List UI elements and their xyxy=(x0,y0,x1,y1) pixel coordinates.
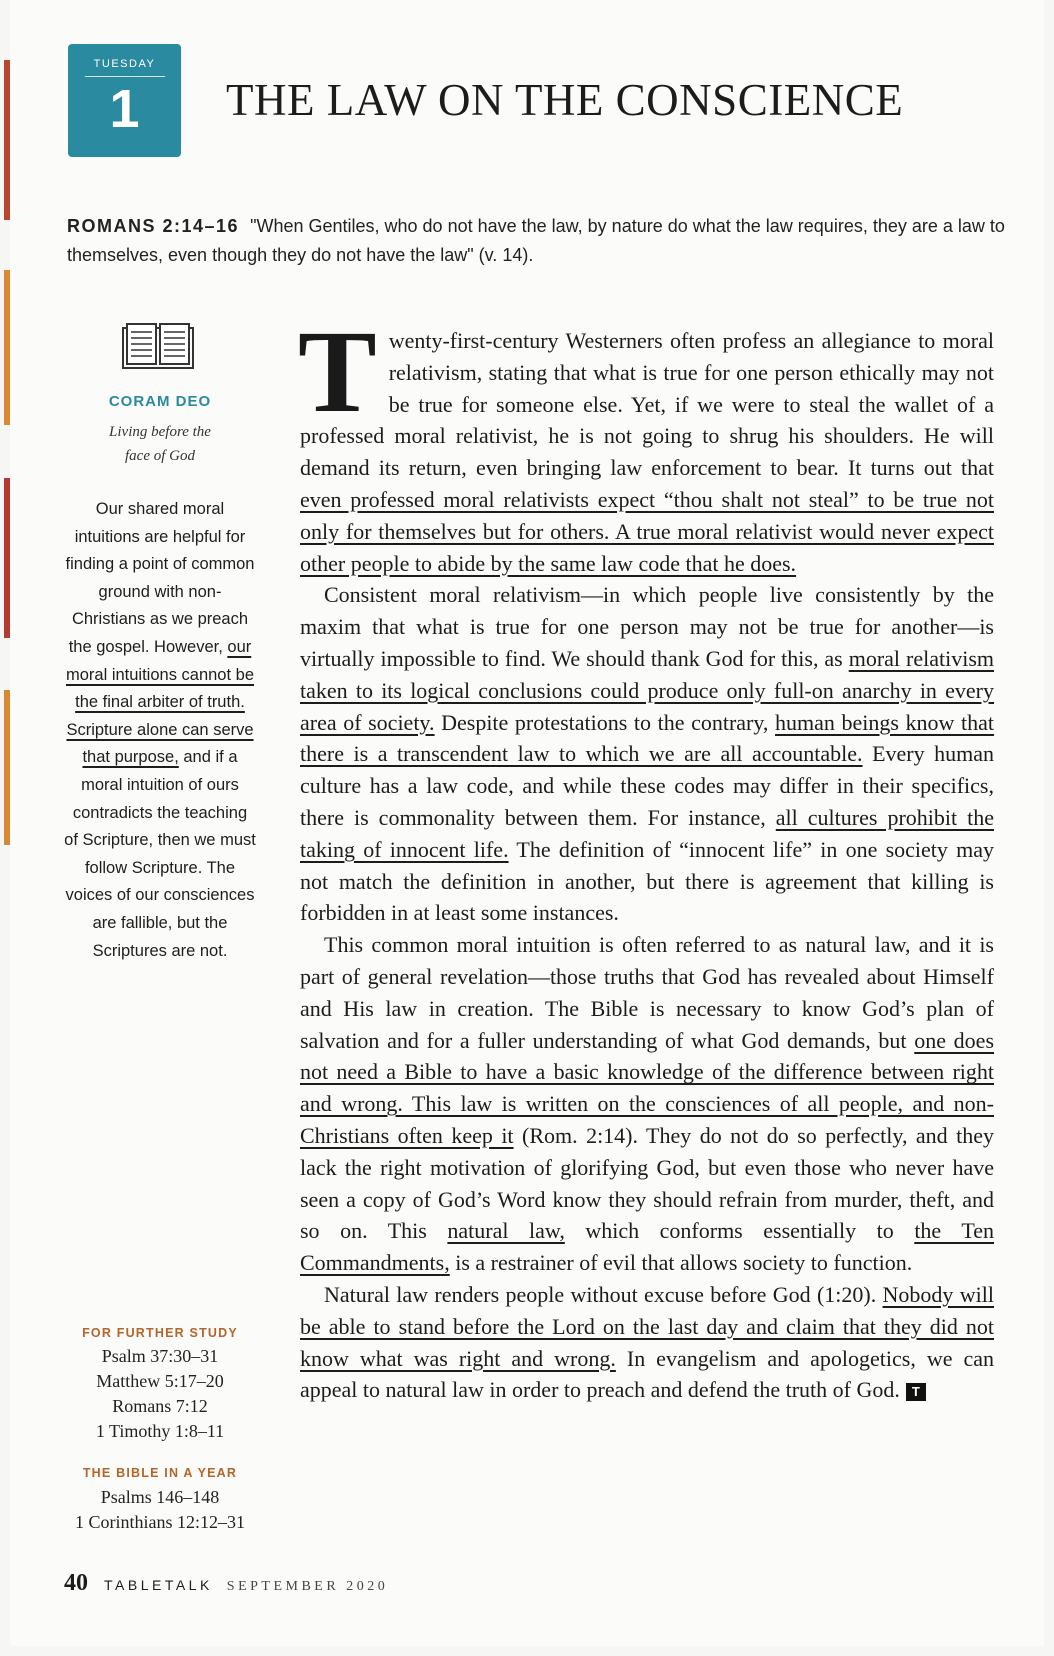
paragraph xyxy=(300,579,994,929)
coram-deo-subtitle xyxy=(75,420,245,468)
text-segment: The definition of “innocent life” in one society may not match the definition in another, but there is agreement that killing is forbidden in at least some instances. xyxy=(300,836,994,926)
underlined-segment: even professed moral relativists expect “thou shalt not steal” to be true not only for themselves but for others. A true moral relativist would never expect other people to abide by the same law code that he does. xyxy=(300,486,994,576)
day-badge xyxy=(68,44,181,157)
paragraph xyxy=(300,1279,994,1406)
page-title: THE LAW ON THE CONSCIENCE xyxy=(226,75,904,125)
issue-date: SEPTEMBER 2020 xyxy=(226,1579,389,1594)
underlined-segment: the Ten Commandments, xyxy=(300,1218,994,1276)
scripture-passage xyxy=(67,212,1007,270)
tabletalk-end-mark-icon: T xyxy=(906,1383,926,1401)
text-segment: wenty-first-century Westerners often profess an allegiance to moral relativism, stating that what is true for one person ethically may not be true for someone else. Yet, if we were to steal the wallet of a professed moral relativist, he is not going to shrug his shoulders. He will demand its return, even bringing law enforcement to bear. It turns out that xyxy=(300,328,994,481)
sidebar-text-segment: Our shared moral intuitions are helpful for finding a point of common ground with non-Christians as we preach the gospel. However, xyxy=(65,500,255,656)
reading-reference: Psalms 146–148 xyxy=(100,1487,220,1507)
paragraph xyxy=(298,306,994,579)
coram-sub-line: face of God xyxy=(125,448,195,464)
magazine-name: TABLETALK xyxy=(104,1577,213,1593)
text-segment: Despite protestations to the contrary, xyxy=(434,709,776,735)
underlined-segment: human beings know that there is a transcendent law to which we are all accountable. xyxy=(300,709,994,767)
further-study-list xyxy=(60,1344,260,1444)
text-segment: Every human culture has a law code, and while these codes may differ in their specifics, there is commonality between them. For instance, xyxy=(300,741,995,830)
further-study-heading: FOR FURTHER STUDY xyxy=(82,1326,238,1340)
text-segment: (Rom. 2:14). They do not do so perfectly, and they lack the right motivation of glorifying God, but even those who never have seen a copy of God’s Word know they should refrain from murder, theft, and so on. This xyxy=(300,1122,994,1244)
study-reference: 1 Timothy 1:8–11 xyxy=(95,1421,225,1441)
article-body xyxy=(298,306,995,1406)
page-footer xyxy=(64,1570,388,1597)
scripture-reference: ROMANS 2:14–16 xyxy=(67,216,240,236)
page-number: 40 xyxy=(64,1570,88,1596)
underlined-segment: one does not need a Bible to have a basic knowledge of the difference between right and wrong. This law is written on the consciences of all people, and non-Christians often keep it xyxy=(300,1027,995,1148)
bible-in-a-year-list xyxy=(60,1485,260,1535)
text-segment: which conforms essentially to xyxy=(564,1218,915,1244)
scripture-text: "When Gentiles, who do not have the law, by nature do what the law requires, they are a law to themselves, even though they do not have the law" (v. 14). xyxy=(67,216,1005,265)
underlined-segment: moral relativism taken to its logical conclusions could produce only full-on anarchy in every area of society. xyxy=(300,645,994,735)
sidebar-application-text xyxy=(64,496,256,965)
underlined-segment: Nobody will be able to stand before the Lord on the last day and claim that they did not know what was right and wrong. xyxy=(300,1281,994,1371)
text-segment: Consistent moral relativism—in which people live consistently by the maxim that what is true for one person may not be true for another—is virtually impossible to find. We should thank God for this, as xyxy=(300,582,994,671)
open-book-icon xyxy=(121,322,195,372)
paragraph xyxy=(300,929,994,1279)
text-segment: Natural law renders people without excuse before God (1:20). xyxy=(324,1281,883,1307)
underlined-segment: all cultures prohibit the taking of innocent life. xyxy=(300,804,994,862)
coram-sub-line: Living before the xyxy=(109,424,211,440)
badge-divider xyxy=(85,76,165,77)
study-reference: Psalm 37:30–31 xyxy=(101,1346,219,1366)
study-reference: Romans 7:12 xyxy=(112,1396,208,1416)
study-reference: Matthew 5:17–20 xyxy=(96,1371,224,1391)
underlined-segment: natural law, xyxy=(447,1218,565,1244)
text-segment: In evangelism and apologetics, we can appeal to natural law in order to preach and defend the truth of God. xyxy=(300,1345,994,1403)
coram-deo-heading: CORAM DEO xyxy=(108,393,212,410)
day-number: 1 xyxy=(109,79,140,139)
drop-cap: T xyxy=(298,306,377,437)
sidebar-text-segment: and if a moral intuition of ours contradicts the teaching of Scripture, then we must follow Scripture. The voices of our consciences are fallible, but the Scriptures are not. xyxy=(64,748,256,960)
reading-reference: 1 Corinthians 12:12–31 xyxy=(75,1512,245,1532)
sidebar-underlined-segment: our moral intuitions cannot be the final arbiter of truth. Scripture alone can serve that purpose, xyxy=(65,637,255,767)
bible-in-a-year-heading: THE BIBLE IN A YEAR xyxy=(82,1466,238,1480)
text-segment: This common moral intuition is often referred to as natural law, and it is part of general revelation—those truths that God has revealed about Himself and His law in creation. The Bible is necessary to know God’s plan of salvation and for a fuller understanding of what God demands, but xyxy=(300,932,994,1053)
text-segment: is a restrainer of evil that allows society to function. xyxy=(449,1250,913,1276)
day-name: TUESDAY xyxy=(93,58,156,70)
